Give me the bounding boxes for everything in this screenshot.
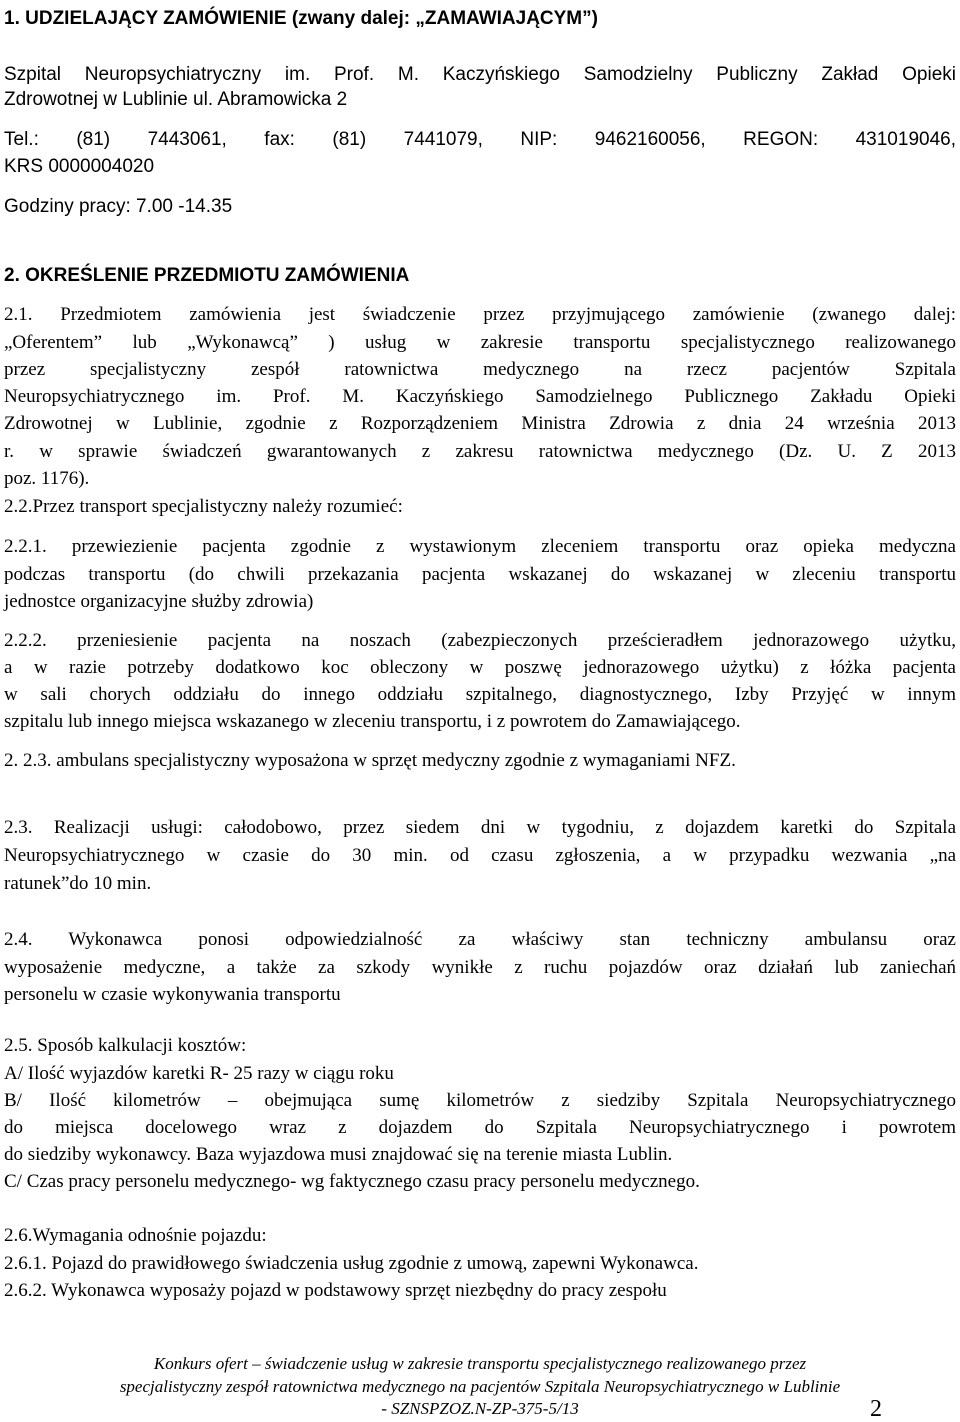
paragraph-2-5-line: B/ Ilość kilometrów – obejmująca sumę kilometrów z siedziby Szpitala Neuropsychiatrycznego [4, 1090, 956, 1111]
paragraph-2-4-line: personelu w czasie wykonywania transportu [4, 984, 341, 1005]
paragraph-2-1-line: r. w sprawie świadczeń gwarantowanych z zakresu ratownictwa medycznego (Dz. U. Z 2013 [4, 441, 956, 462]
section-2-heading: 2. OKREŚLENIE PRZEDMIOTU ZAMÓWIENIA [4, 265, 410, 286]
paragraph-2-4-line: 2.4. Wykonawca ponosi odpowiedzialność za właściwy stan techniczny ambulansu oraz [4, 929, 956, 950]
paragraph-2-2-1-line: podczas transportu (do chwili przekazania pacjenta wskazanej do wskazanej w zleceniu transportu [4, 564, 956, 585]
orderer-name-line: Szpital Neuropsychiatryczny im. Prof. M. Kaczyńskiego Samodzielny Publiczny Zakład Opieki [4, 64, 956, 85]
paragraph-2-2-2-line: szpitalu lub innego miejsca wskazanego w zleceniu transportu, i z powrotem do Zamawiającego. [4, 711, 741, 732]
orderer-contact-line: Tel.: (81) 7443061, fax: (81) 7441079, NIP: 9462160056, REGON: 431019046, [4, 129, 956, 150]
paragraph-2-2: 2.2.Przez transport specjalistyczny należy rozumieć: [4, 496, 403, 517]
paragraph-2-2-2-line: w sali chorych oddziału do innego oddziału szpitalnego, diagnostycznego, Izby Przyjęć w innym [4, 684, 956, 705]
paragraph-2-3-line: Neuropsychiatrycznego w czasie do 30 min. od czasu zgłoszenia, a w przypadku wezwania „na [4, 845, 956, 866]
paragraph-2-6-line: 2.6.Wymagania odnośnie pojazdu: [4, 1225, 267, 1246]
paragraph-2-2-1-line: jednostce organizacyjne służby zdrowia) [4, 591, 314, 612]
paragraph-2-3-line: 2.3. Realizacji usługi: całodobowo, przez siedem dni w tygodniu, z dojazdem karetki do Szpitala [4, 817, 956, 838]
paragraph-2-1-line: przez specjalistyczny zespół ratownictwa medycznego na rzecz pacjentów Szpitala [4, 359, 956, 380]
section-1-heading: 1. UDZIELAJĄCY ZAMÓWIENIE (zwany dalej: „ZAMAWIAJĄCYM”) [4, 8, 598, 29]
paragraph-2-1-line: 2.1. Przedmiotem zamówienia jest świadczenie przez przyjmującego zamówienie (zwanego dalej: [4, 304, 956, 325]
paragraph-2-2-3: 2. 2.3. ambulans specjalistyczny wyposażona w sprzęt medyczny zgodnie z wymaganiami NFZ. [4, 750, 736, 771]
footer-line: - SZNSPZOZ.N-ZP-375-5/13 [381, 1399, 579, 1418]
paragraph-2-2-2-line: 2.2.2. przeniesienie pacjenta na noszach (zabezpieczonych prześcieradłem jednorazowego użytku, [4, 630, 956, 651]
paragraph-2-1-line: poz. 1176). [4, 468, 90, 489]
paragraph-2-6-line: 2.6.2. Wykonawca wyposaży pojazd w podstawowy sprzęt niezbędny do pracy zespołu [4, 1280, 667, 1301]
orderer-krs-line: KRS 0000004020 [4, 156, 155, 177]
paragraph-2-2-2-line: a w razie potrzeby dodatkowo koc obleczony w poszwę jednorazowego użytku) z łóżka pacjenta [4, 657, 956, 678]
paragraph-2-5-line: A/ Ilość wyjazdów karetki R- 25 razy w ciągu roku [4, 1063, 394, 1084]
paragraph-2-5-line: C/ Czas pracy personelu medycznego- wg faktycznego czasu pracy personelu medycznego. [4, 1171, 700, 1192]
paragraph-2-2-1-line: 2.2.1. przewiezienie pacjenta zgodnie z wystawionym zleceniem transportu oraz opieka medyczna [4, 536, 956, 557]
paragraph-2-4-line: wyposażenie medyczne, a także za szkody wynikłe z ruchu pojazdów oraz działań lub zaniechań [4, 957, 956, 978]
paragraph-2-1-line: Neuropsychiatrycznego im. Prof. M. Kaczyńskiego Samodzielnego Publicznego Zakładu Opieki [4, 386, 956, 407]
paragraph-2-6-line: 2.6.1. Pojazd do prawidłowego świadczenia usług zgodnie z umową, zapewni Wykonawca. [4, 1253, 699, 1274]
page-number: 2 [870, 1396, 882, 1422]
paragraph-2-5-line: 2.5. Sposób kalkulacji kosztów: [4, 1035, 247, 1056]
paragraph-2-3-line: ratunek”do 10 min. [4, 873, 152, 894]
orderer-address-line: Zdrowotnej w Lublinie ul. Abramowicka 2 [4, 89, 348, 110]
footer-line: specjalistyczny zespół ratownictwa medycznego na pacjentów Szpitala Neuropsychiatrycznego w Lublinie [119, 1377, 841, 1396]
working-hours-line: Godziny pracy: 7.00 -14.35 [4, 196, 233, 217]
paragraph-2-1-line: „Oferentem” lub „Wykonawcą” ) usług w zakresie transportu specjalistycznego realizowanego [4, 332, 956, 353]
paragraph-2-5-line: do miejsca docelowego wraz z dojazdem do Szpitala Neuropsychiatrycznego i powrotem [4, 1117, 956, 1138]
footer-line: Konkurs ofert – świadczenie usług w zakresie transportu specjalistycznego realizowanego przez [153, 1354, 807, 1373]
paragraph-2-5-line: do siedziby wykonawcy. Baza wyjazdowa musi znajdować się na terenie miasta Lublin. [4, 1144, 673, 1165]
paragraph-2-1-line: Zdrowotnej w Lublinie, zgodnie z Rozporządzeniem Ministra Zdrowia z dnia 24 września 2013 [4, 413, 956, 434]
